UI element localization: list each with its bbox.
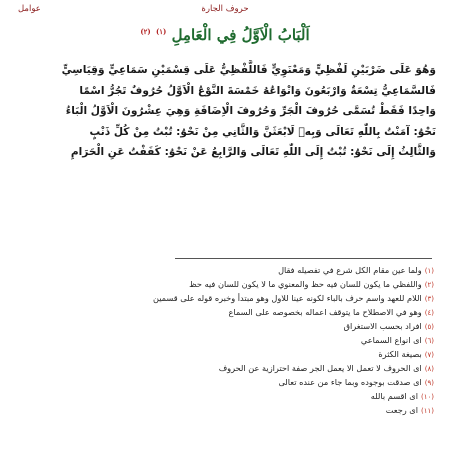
footnote: [18, 278, 434, 292]
footnote-number: (٩): [424, 379, 434, 387]
footnote-number: (٣): [424, 295, 434, 303]
footnotes: [18, 264, 434, 418]
footnote: [18, 320, 434, 334]
footnote-number: (٢): [424, 281, 434, 289]
text-line-2: فَالسَّمَاعِيُّ تِسْعَةٌ وَارْبَعُونَ وَانْوَاعُهُ خَمْسَةَ النَّوْعُ الْاَوَّلُ حُرُوفٌ تَجُرُّ اسْمًا: [79, 84, 436, 97]
footnote-number: (٤): [424, 309, 434, 317]
footnote-number: (١): [424, 267, 434, 275]
footnote-text: اى الحروف لا تعمل الا يعمل الجر صفة احترازية عن الحروف: [218, 363, 422, 373]
footnote-text: اى رجعت: [385, 405, 418, 415]
footnote-text: اى صدقت بوجوده وبما جاء من عنده تعالى: [278, 377, 422, 387]
text-line-3: وَاحِدًا فَقَطْ تُسَمَّى حُرُوفَ الْجَرِّ وَحُرُوفَ الْاِضَافَةِ وَهِيَ عِشْرُونَ الْاَوَّلُ الْبَاءُ: [65, 105, 436, 117]
footnote-number: (١١): [421, 407, 434, 415]
chapter-note-a: (١): [155, 27, 167, 36]
footnote-text: بصيغة الكثرة: [378, 349, 422, 359]
footnote-divider: [175, 258, 432, 259]
footnote-number: (٧): [424, 351, 434, 359]
footnote-text: ولما عين مقام الكل شرع في تفصيله فقال: [278, 265, 422, 275]
footnote: [18, 376, 434, 390]
footnote-number: (٥): [424, 323, 434, 331]
footnote: [18, 362, 434, 376]
footnote-text: واللفظي ما يكون للسان فيه حظ والمعنوي ما لا يكون للسان فيه حظ: [189, 279, 422, 289]
chapter-title: [20, 26, 430, 44]
footnote-text: وهو في الاصطلاح ما يتوقف اعماله بخصوصه على السماع: [228, 307, 422, 317]
footnote: [18, 306, 434, 320]
header-section-label: عوامل: [18, 4, 41, 14]
footnote: [18, 404, 434, 418]
text-line-5: وَالثَّالِثُ إِلَى نَحْوُ: تُبْتُ إِلَى اللّٰهِ تَعَالَى وَالرَّابِعُ عَنْ نَحْوُ: كَفَفْتُ عَنِ الْحَرَامِ: [70, 146, 436, 158]
footnote-number: (٨): [424, 365, 434, 373]
footnote-number: (١٠): [421, 393, 434, 401]
chapter-title-text: اَلْبَابُ الْاَوَّلُ فِي الْعَامِلِ: [171, 26, 310, 44]
running-title: حروف الجارة: [201, 4, 249, 14]
page-header: [18, 4, 432, 18]
footnote: [18, 348, 434, 362]
footnote-text: اى اقسم بالله: [370, 391, 418, 401]
text-line-1: وَهُوَ عَلَى ضَرْبَيْنِ لَفْظِيٍّ وَمَعْنَوِيٍّ فَاللَّفْظِيُّ عَلَى قِسْمَيْنِ سَمَاعِيٍّ وَقِيَاسِيٍّ: [61, 64, 436, 76]
footnote-number: (٦): [424, 337, 434, 345]
main-text: [18, 60, 436, 163]
chapter-note-b: (٢): [140, 27, 151, 36]
text-line-4: نَحْوُ: آمَنْتُ بِاللّٰهِ تَعَالَى وَبِهٖ لَابْعَثَنَّ وَالثَّانِي مِنْ نَحْوُ: تُبْتُ مِنْ كُلِّ ذَنْبٍ: [89, 125, 436, 138]
footnote-text: اى انواع السماعي: [360, 335, 422, 345]
footnote-text: اللام للعهد واسم حرف بالباء لكونه عينا للاول وهو مبتدأ وخبره قوله على قسمين: [152, 293, 422, 303]
footnote: [18, 390, 434, 404]
footnote: [18, 264, 434, 278]
footnote: [18, 292, 434, 306]
footnote: [18, 334, 434, 348]
footnote-text: افراد بحسب الاستغراق: [343, 321, 422, 331]
